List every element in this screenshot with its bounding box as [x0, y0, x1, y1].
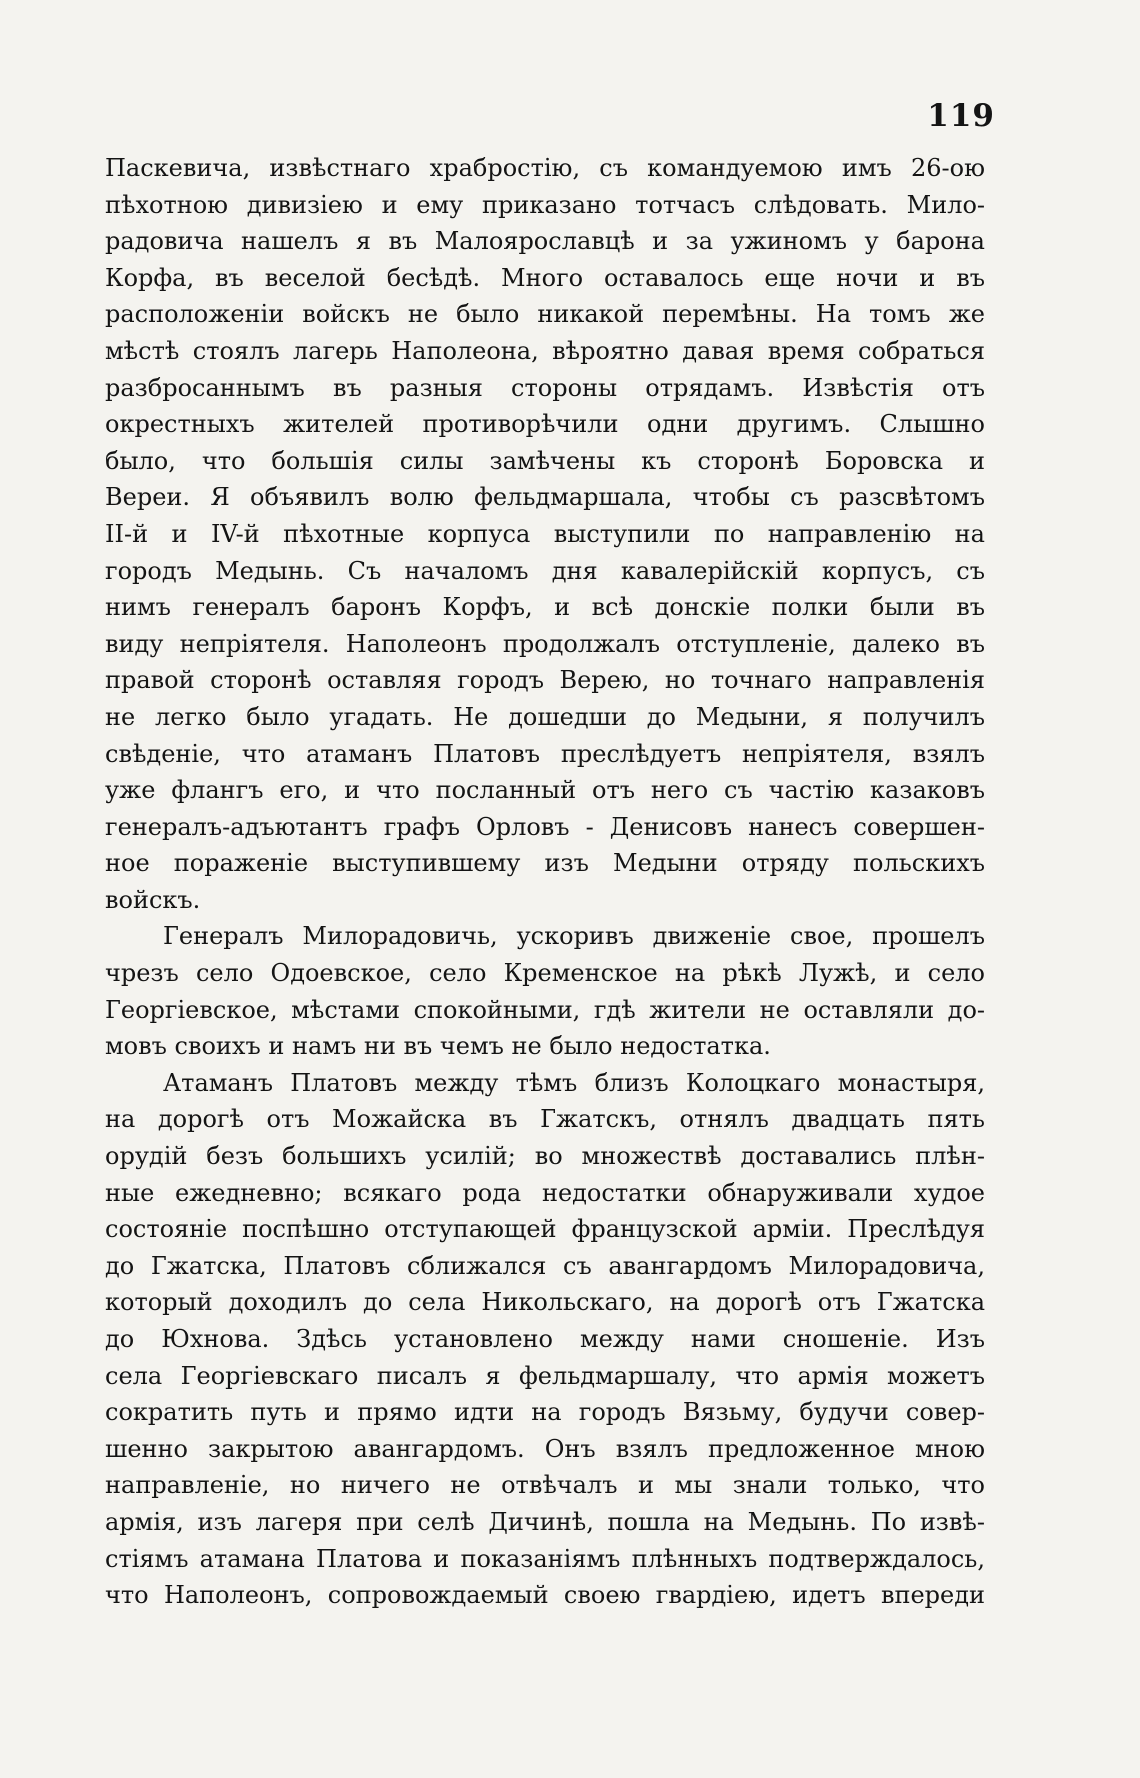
text-line: армія, изъ лагеря при селѣ Дичинѣ, пошла на Медынь. По извѣ-	[105, 1507, 985, 1536]
paragraph-end-line: войскъ.	[105, 885, 201, 914]
paragraph-end-line: мовъ своихъ и намъ ни въ чемъ не было недостатка.	[105, 1032, 771, 1061]
text-line: уже флангъ его, и что посланный отъ него съ частію казаковъ	[105, 776, 985, 805]
text-line: до Гжатска, Платовъ сближался съ авангардомъ Милорадовича,	[105, 1251, 985, 1280]
text-line: который доходилъ до села Никольскаго, на дорогѣ отъ Гжатска	[105, 1288, 985, 1317]
text-line: шенно закрытою авангардомъ. Онъ взялъ предложенное мною	[105, 1434, 985, 1463]
text-line: II-й и IV-й пѣхотные корпуса выступили по направленію на	[105, 519, 985, 548]
text-line: Корфа, въ веселой бесѣдѣ. Много оставалось еще ночи и въ	[105, 263, 985, 292]
text-line: состояніе поспѣшно отступающей французской арміи. Преслѣдуя	[105, 1215, 985, 1244]
text-line: свѣденіе, что атаманъ Платовъ преслѣдуетъ непріятеля, взялъ	[105, 739, 985, 768]
text-line: городъ Медынь. Съ началомъ дня кавалерійскій корпусъ, съ	[105, 556, 985, 585]
text-line: правой сторонѣ оставляя городъ Верею, но точнаго направленія	[105, 666, 985, 695]
text-line: ное пораженіе выступившему изъ Медыни отряду польскихъ	[105, 849, 985, 878]
body-text	[105, 150, 985, 1614]
text-line: направленіе, но ничего не отвѣчалъ и мы знали только, что	[105, 1471, 985, 1500]
text-line: Георгіевское, мѣстами спокойными, гдѣ жители не оставляли до-	[105, 995, 985, 1024]
text-line: Вереи. Я объявилъ волю фельдмаршала, чтобы съ разсвѣтомъ	[105, 483, 985, 512]
text-line: виду непріятеля. Наполеонъ продолжалъ отступленіе, далеко въ	[105, 629, 985, 658]
paragraph-start-line: Генералъ Милорадовичь, ускоривъ движеніе свое, прошелъ	[163, 922, 985, 951]
text-line: чрезъ село Одоевское, село Кременское на рѣкѣ Лужѣ, и село	[105, 959, 985, 988]
text-line: нимъ генералъ баронъ Корфъ, и всѣ донскіе полки были въ	[105, 593, 985, 622]
text-line: на дорогѣ отъ Можайска въ Гжатскъ, отнялъ двадцать пять	[105, 1105, 985, 1134]
paragraph-start-line: Атаманъ Платовъ между тѣмъ близъ Колоцкаго монастыря,	[163, 1068, 985, 1097]
text-line: разбросаннымъ въ разныя стороны отрядамъ. Извѣстія отъ	[105, 373, 985, 402]
text-line: орудій безъ большихъ усилій; во множествѣ доставались плѣн-	[105, 1142, 985, 1171]
text-line: расположеніи войскъ не было никакой перемѣны. На томъ же	[105, 300, 985, 329]
text-line: что Наполеонъ, сопровождаемый своею гвардіею, идетъ впереди	[105, 1581, 985, 1610]
text-line: пѣхотною дивизіею и ему приказано тотчасъ слѣдовать. Мило-	[105, 190, 985, 219]
text-line: было, что большія силы замѣчены къ сторонѣ Боровска и	[105, 446, 985, 475]
text-line: мѣстѣ стоялъ лагерь Наполеона, вѣроятно давая время собраться	[105, 336, 985, 365]
text-line: окрестныхъ жителей противорѣчили одни другимъ. Слышно	[105, 410, 985, 439]
text-line: ные ежедневно; всякаго рода недостатки обнаруживали худое	[105, 1178, 985, 1207]
text-line: до Юхнова. Здѣсь установлено между нами сношеніе. Изъ	[105, 1325, 985, 1353]
text-line: генералъ-адъютантъ графъ Орловъ - Денисовъ нанесъ совершен-	[105, 812, 985, 841]
page-number: 119	[927, 98, 995, 134]
text-line: стіямъ атамана Платова и показаніямъ плѣнныхъ подтверждалось,	[105, 1544, 985, 1573]
text-line: радовича нашелъ я въ Малоярославцѣ и за ужиномъ у барона	[105, 227, 985, 256]
text-line: не легко было угадать. Не дошедши до Медыни, я получилъ	[105, 702, 985, 731]
text-line: села Георгіевскаго писалъ я фельдмаршалу, что армія можетъ	[105, 1361, 985, 1390]
text-line: Паскевича, извѣстнаго храбростію, съ командуемою имъ 26-ою	[105, 154, 985, 182]
text-line: сократить путь и прямо идти на городъ Вязьму, будучи совер-	[105, 1398, 985, 1427]
